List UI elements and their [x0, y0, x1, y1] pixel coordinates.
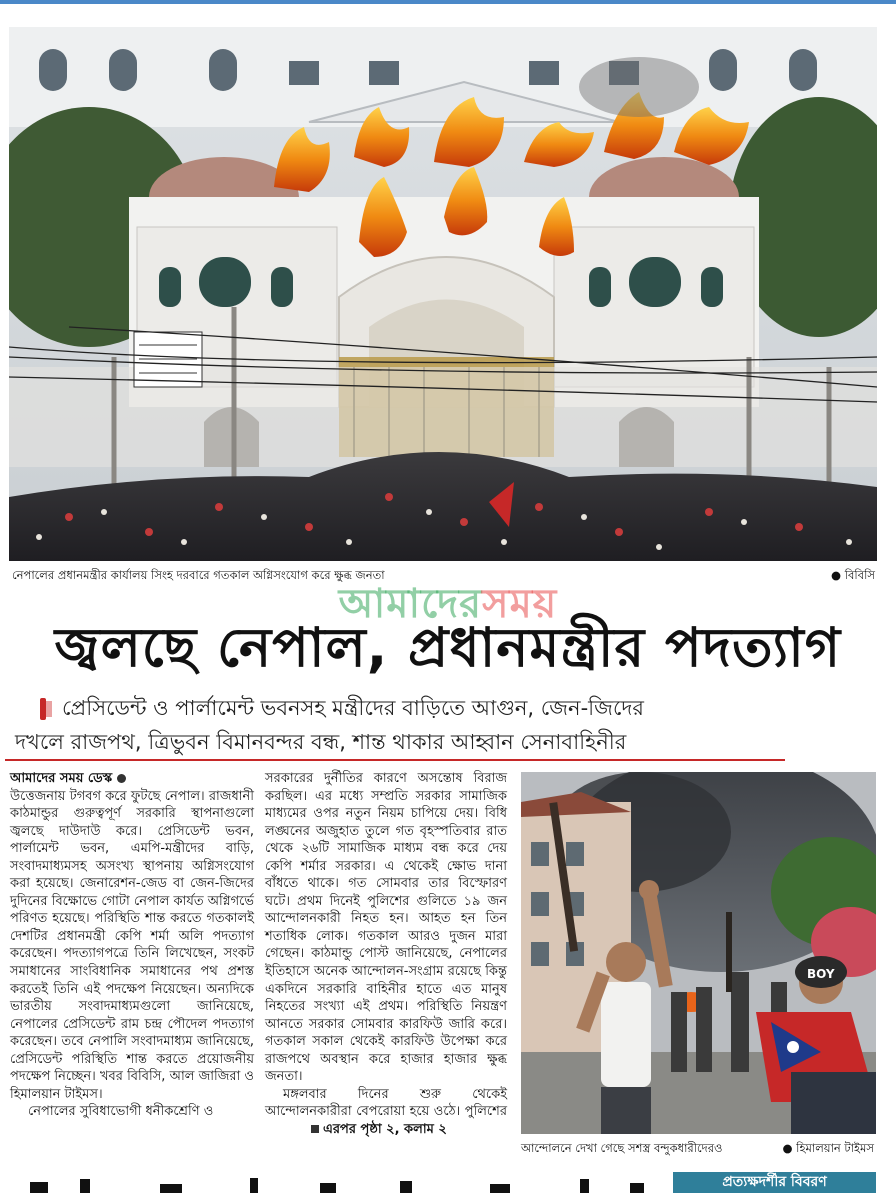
side-photo-credit: ● হিমালয়ান টাইমস: [782, 1141, 874, 1155]
byline-dot: [117, 774, 126, 783]
subhead-rule: [5, 759, 785, 761]
watermark-part-a: আমাদের: [338, 580, 483, 627]
main-photo-credit: ● বিবিসি: [831, 568, 875, 582]
main-photo-illustration: [9, 27, 877, 561]
main-photo-caption: নেপালের প্রধানমন্ত্রীর কার্যালয় সিংহ দরবারে গতকাল অগ্নিসংযোগ করে ক্ষুব্ধ জনতা: [12, 568, 385, 582]
subheadline: [15, 688, 780, 758]
article-col2-paragraph: সরকারের দুর্নীতির কারণে অসন্তোষ বিরাজ করছিল। এর মধ্যে সম্প্রতি সরকার সামাজিক মাধ্যমের ওপর নতুন নিয়ম চাপিয়ে দেয়। বিধি লঙ্ঘনের অজুহাত তুলে গত বৃহস্পতিবার রাত থেকে ২৬টি সামাজিক মাধ্যম বন্ধ করে দেয় কেপি শর্মার সরকার। এ থেকেই ক্ষোভ দানা বাঁধতে থাকে। গত সোমবার তার বিস্ফোরণ ঘটে। প্রথম দিনেই পুলিশের গুলিতে ১৯ জন আন্দোলনকারী নিহত হন। আহত হন তিন শতাধিক লোক। গতকাল আরও দুজন মারা গেছেন। কাঠমান্ডু পোস্ট জানিয়েছে, নেপালের ইতিহাসে অনেক আন্দোলন-সংগ্রাম রয়েছে কিন্তু একদিনে সরকারি বাহিনীর হাতে এত মানুষ নিহতের সংখ্যা এই প্রথম। পরিস্থিতি নিয়ন্ত্রণ আনতে সরকার সোমবার কারফিউ জারি করে। গতকাল সকাল থেকেই কারফিউ উপেক্ষা করে রাজপথে অবস্থান করে হাজার হাজার ক্ষুব্ধ জনতা।: [265, 771, 507, 1085]
side-photo-credit-text: হিমালয়ান টাইমস: [796, 1141, 874, 1155]
side-photo-caption: আন্দোলনে দেখা গেছে সশস্ত্র বন্দুকধারীদেরও: [521, 1141, 723, 1155]
continued-marker[interactable]: [293, 1121, 447, 1139]
subhead-line-1: প্রেসিডেন্ট ও পার্লামেন্ট ভবনসহ মন্ত্রীদের বাড়িতে আগুন, জেন-জিদের: [62, 696, 644, 720]
byline: আমাদের সময় ডেস্ক: [10, 771, 113, 786]
next-headline-cutoff: [20, 1176, 660, 1193]
continued-text: এরপর পৃষ্ঠা ২, কলাম ২: [323, 1121, 447, 1137]
top-rule: [0, 0, 896, 4]
article-col1-paragraph-2: নেপালের সুবিধাভোগী ধনীকশ্রেণি ও: [28, 1104, 214, 1120]
article-col2-paragraph-2: মঙ্গলবার দিনের শুরু থেকেই আন্দোলনকারীরা বেপরোয়া হয়ে ওঠে। পুলিশের: [265, 1086, 507, 1120]
side-photo-illustration: [521, 772, 876, 1134]
subhead-line-2: দখলে রাজপথ, ত্রিভুবন বিমানবন্দর বন্ধ, শান্ত থাকার আহ্বান সেনাবাহিনীর: [15, 730, 627, 754]
article-column-1: [10, 770, 254, 1121]
eyewitness-tag[interactable]: প্রত্যক্ষদর্শীর বিবরণ: [673, 1172, 876, 1193]
article-col1-paragraph: উত্তেজনায় টগবগ করে ফুটছে নেপাল। রাজধানী কাঠমান্ডুর গুরুত্বপূর্ণ সরকারি স্থাপনাগুলো জ্বলছে দাউদাউ করে। প্রেসিডেন্ট ভবন, পার্লামেন্ট ভবন, এমপি-মন্ত্রীদের বাড়ি, সংবাদমাধ্যমসহ অসংখ্য স্থাপনায় অগ্নিসংযোগ করা হয়েছে। জেনারেশন-জেড বা জেন-জিদের দুদিনের বিক্ষোভে গোটা নেপাল কার্যত অগ্নিগর্ভে পরিণত হয়েছে। পরিস্থিতি শান্ত করতে গতকালই দেশটির প্রধানমন্ত্রী কেপি শর্মা অলি পদত্যাগ করেছেন। পদত্যাগপত্রে তিনি লিখেছেন, সংকট সমাধানের সাংবিধানিক সমাধানের পথ প্রশস্ত করতেই তিনি এই পদক্ষেপ নিয়েছেন। অন্যদিকে ভারতীয় সংবাদমাধ্যমগুলো জানিয়েছে, নেপালের প্রেসিডেন্ট রাম চন্দ্র পৌদেল পদত্যাগ করেছেন। তবে নেপালি সংবাদমাধ্যম জানিয়েছে, প্রেসিডেন্ট পরিস্থিতি শান্ত করতে প্রয়োজনীয় পদক্ষেপ নিচ্ছেন। খবর বিবিসি, আল জাজিরা ও হিমালয়ান টাইমস।: [10, 788, 254, 1102]
article-column-2: [265, 770, 507, 1138]
main-photo-credit-text: বিবিসি: [844, 568, 875, 582]
main-photo-singha-durbar-fire: [9, 27, 877, 561]
side-photo-protesters: [521, 772, 876, 1134]
cutoff-text-glyphs: [20, 1176, 660, 1193]
watermark-part-b: সময়: [482, 580, 558, 627]
headline: জ্বলছে নেপাল, প্রধানমন্ত্রীর পদত্যাগ: [54, 616, 842, 679]
continued-square-icon: [311, 1125, 319, 1133]
subhead-marker-light: [46, 701, 52, 717]
cap-text: BOY: [807, 967, 835, 981]
